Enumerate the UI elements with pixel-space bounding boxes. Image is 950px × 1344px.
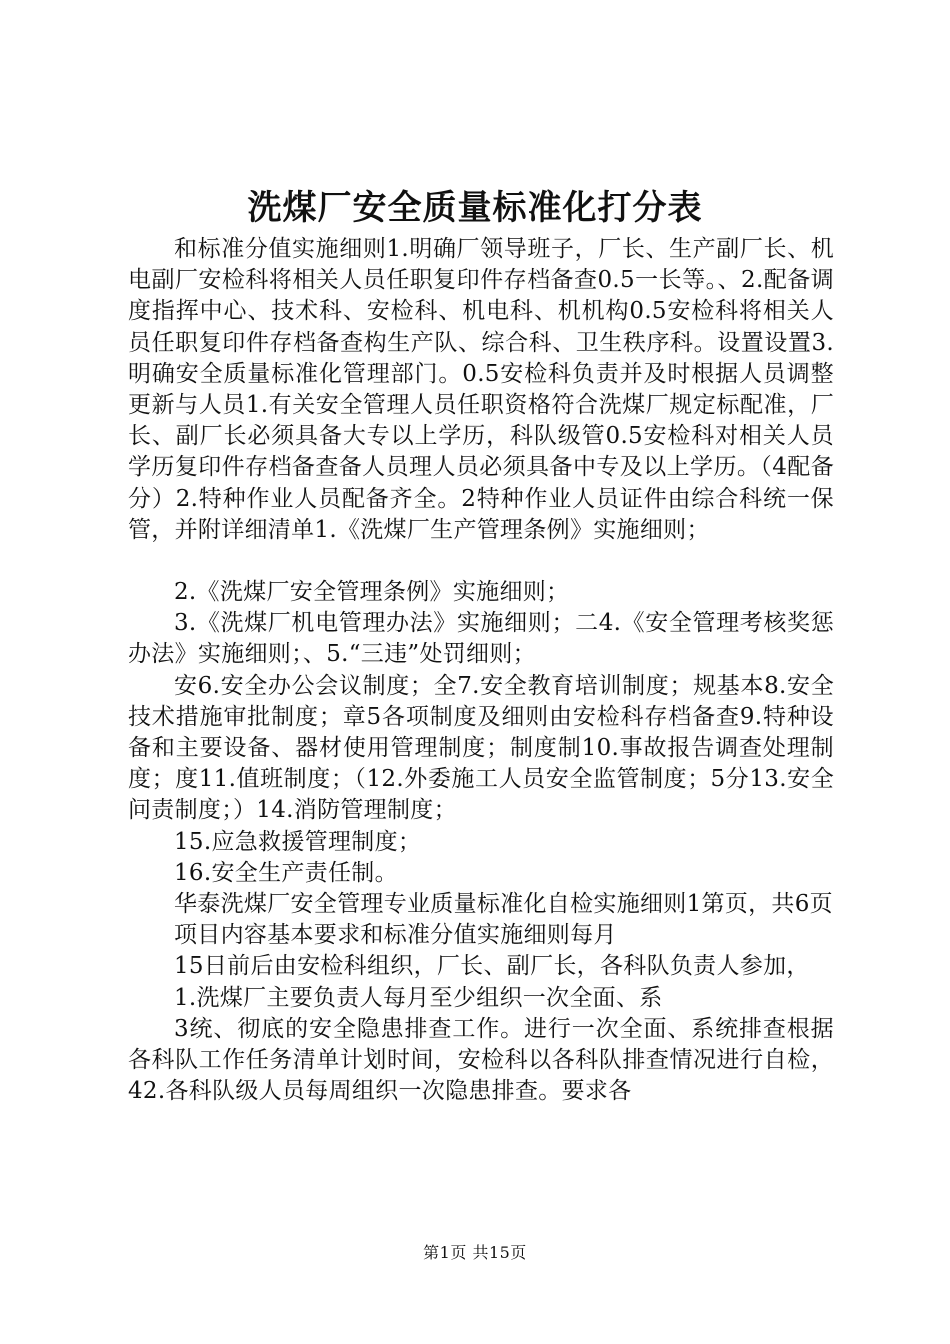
body-paragraph-5: 15.应急救援管理制度； <box>174 828 422 855</box>
body-paragraph-6: 16.安全生产责任制。 <box>174 859 398 886</box>
body-paragraph-11: 3统、彻底的安全隐患排查工作。进行一次全面、系统排查根据各科队工作任务清单计划时间，安检科以各科队排查情况进行自检，42.各科队级人员每周组织一次隐患排查。要求各 <box>128 1015 834 1105</box>
body-paragraph-10: 1.洗煤厂主要负责人每月至少组织一次全面、系 <box>174 984 663 1011</box>
body-paragraph-4: 安6.安全办公会议制度；全7.安全教育培训制度；规基本8.安全技术措施审批制度；章5各项制度及细则由安检科存档备查9.特种设备和主要设备、器材使用管理制度；制度制10.事故报告调查处理制度；度11.值班制度；（12.外委施工人员安全监管制度；5分13.安全问责制度；）14.消防管理制度； <box>128 672 834 824</box>
body-paragraph-7: 华泰洗煤厂安全管理专业质量标准化自检实施细则1第页，共6页 <box>174 891 833 918</box>
body-paragraph-8: 项目内容基本要求和标准分值实施细则每月 <box>174 922 617 949</box>
document-title: 洗煤厂安全质量标准化打分表 <box>247 188 703 228</box>
document-body <box>128 234 834 1107</box>
body-paragraph-1: 和标准分值实施细则1.明确厂领导班子，厂长、生产副厂长、机电副厂安检科将相关人员任职复印件存档备查0.5一长等。、2.配备调度指挥中心、技术科、安检科、机电科、机机构0.5安检科将相关人员任职复印件存档备查构生产队、综合科、卫生秩序科。设置设置3.明确安全质量标准化管理部门。0.5安检科负责并及时根据人员调整更新与人员1.有关安全管理人员任职资格符合洗煤厂规定标配准，厂长、副厂长必须具备大专以上学历，科队级管0.5安检科对相关人员学历复印件存档备查备人员理人员必须具备中专及以上学历。（4配备分）2.特种作业人员配备齐全。2特种作业人员证件由综合科统一保管，并附详细清单1.《洗煤厂生产管理条例》实施细则； <box>128 236 834 543</box>
body-paragraph-2: 2.《洗煤厂安全管理条例》实施细则； <box>174 579 570 606</box>
body-paragraph-3: 3.《洗煤厂机电管理办法》实施细则；二4.《安全管理考核奖惩办法》实施细则；、5.“三违”处罚细则； <box>128 610 834 668</box>
body-paragraph-9: 15日前后由安检科组织，厂长、副厂长，各科队负责人参加， <box>174 953 810 980</box>
page-number-footer: 第1页 共15页 <box>423 1243 527 1262</box>
